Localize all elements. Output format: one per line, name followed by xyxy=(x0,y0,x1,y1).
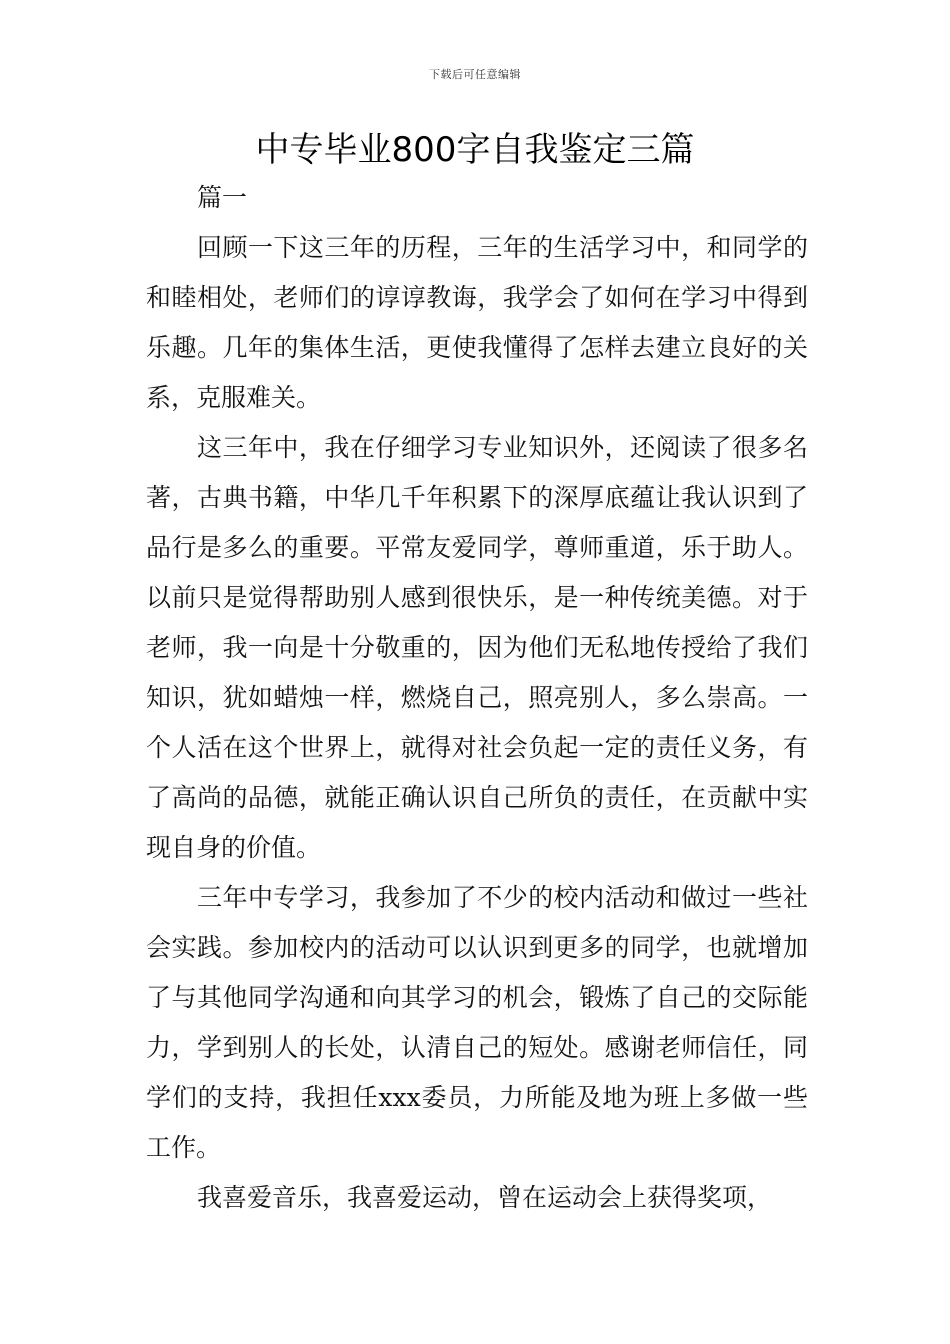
header-note: 下载后可任意编辑 xyxy=(429,68,521,81)
paragraph-2: 这三年中，我在仔细学习专业知识外，还阅读了很多名著，古典书籍，中华几千年积累下的深厚底蕴让我认识到了品行是多么的重要。平常友爱同学，尊师重道，乐于助人。以前只是觉得帮助别人感到很快乐，是一种传统美德。对于老师，我一向是十分敬重的，因为他们无私地传授给了我们知识，犹如蜡烛一样，燃烧自己，照亮别人，多么崇高。一个人活在这个世界上，就得对社会负起一定的责任义务，有了高尚的品德，就能正确认识自己所负的责任，在贡献中实现自身的价值。 xyxy=(146,433,808,862)
document-title: 中专毕业800字自我鉴定三篇 xyxy=(255,130,695,170)
section-heading: 篇一 xyxy=(197,183,248,212)
paragraph-1: 回顾一下这三年的历程，三年的生活学习中，和同学的和睦相处，老师们的谆谆教诲，我学会了如何在学习中得到乐趣。几年的集体生活，更使我懂得了怎样去建立良好的关系，克服难关。 xyxy=(146,233,808,412)
paragraph-4: 我喜爱音乐，我喜爱运动，曾在运动会上获得奖项， xyxy=(197,1183,773,1212)
document-body xyxy=(146,173,808,1223)
paragraph-3: 三年中专学习，我参加了不少的校内活动和做过一些社会实践。参加校内的活动可以认识到更多的同学，也就增加了与其他同学沟通和向其学习的机会，锻炼了自己的交际能力，学到别人的长处，认清自己的短处。感谢老师信任，同学们的支持，我担任xxx委员，力所能及地为班上多做一些工作。 xyxy=(146,883,808,1162)
